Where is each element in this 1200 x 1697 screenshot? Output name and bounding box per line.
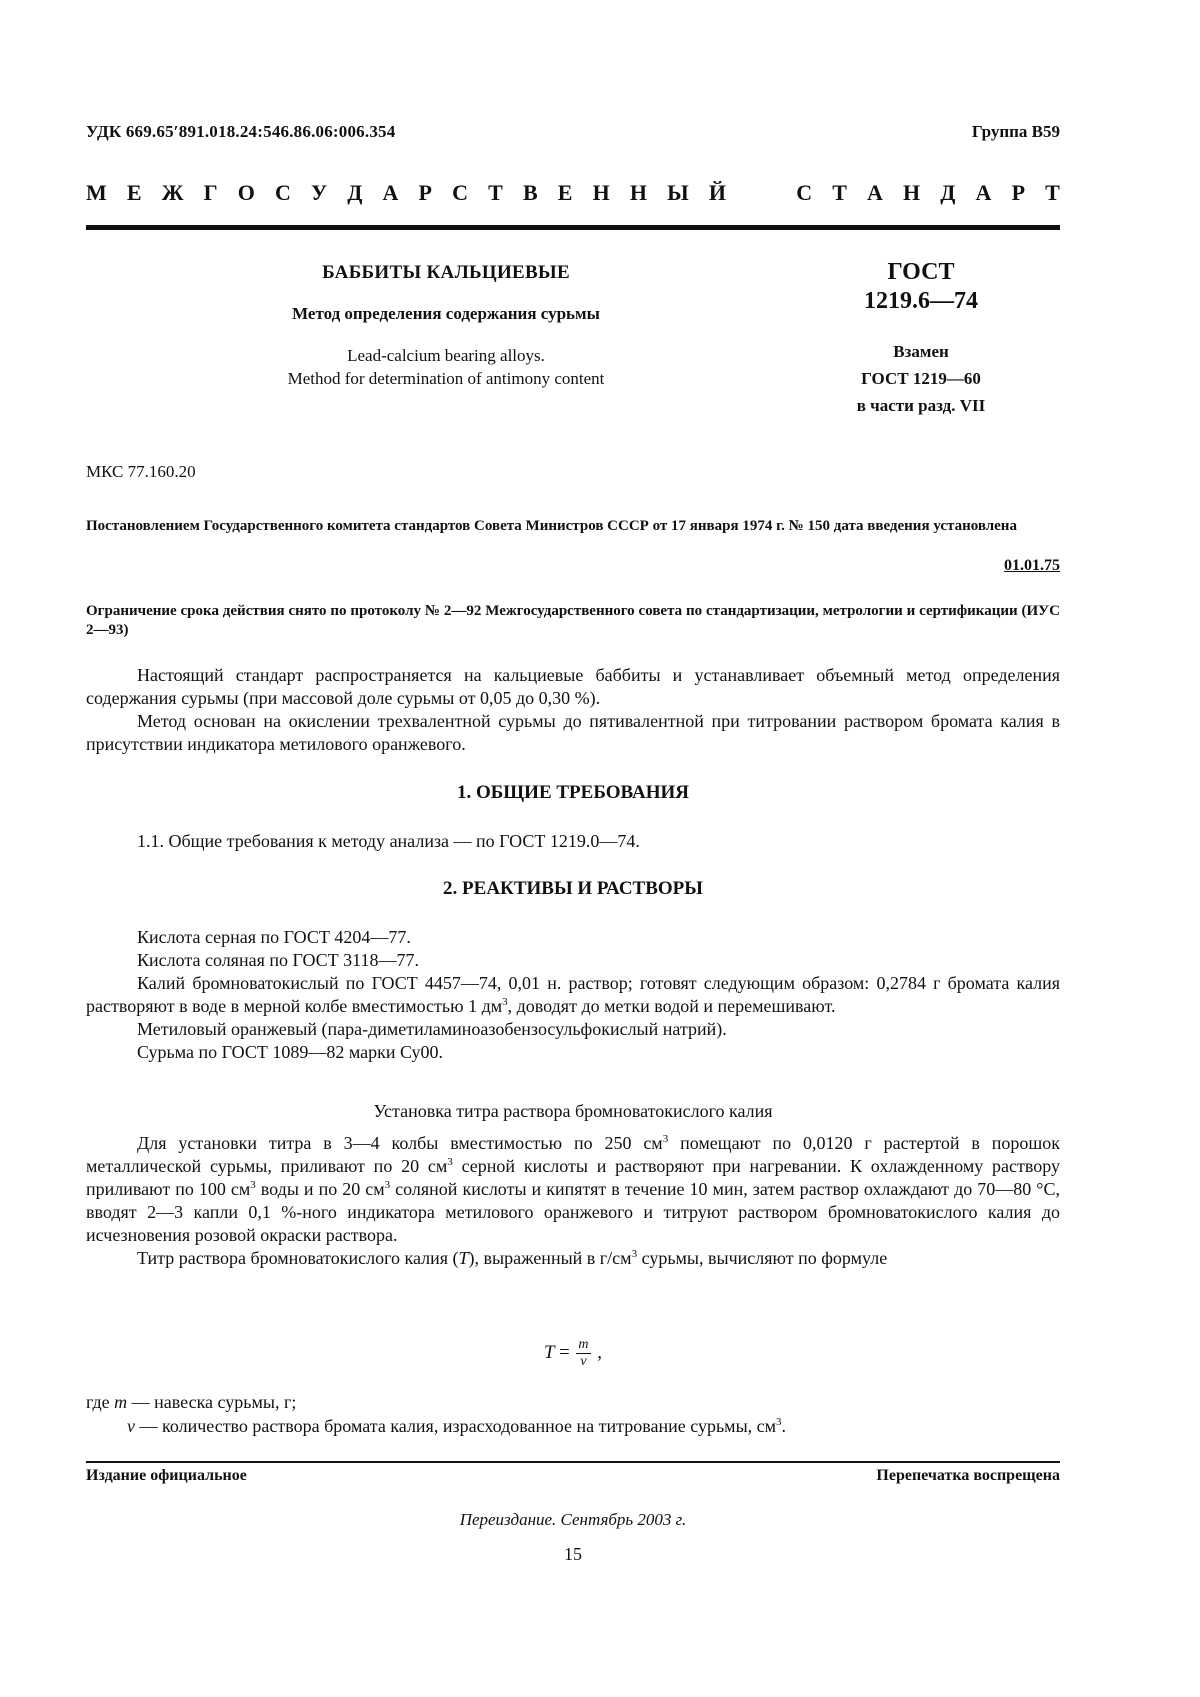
- document-title: БАББИТЫ КАЛЬЦИЕВЫЕ: [322, 262, 570, 283]
- intro-text: [86, 664, 1060, 756]
- legend-symbol: m: [114, 1392, 128, 1412]
- footer-divider: [86, 1461, 1060, 1463]
- text-run: Для установки титра в 3—4 колбы вместимостью по 250 см: [137, 1133, 663, 1153]
- paragraph: Настоящий стандарт распространяется на кальциевые баббиты и устанавливает объемный метод определения содержания сурьмы (при массовой доле сурьмы от 0,05 до 0,30 %).: [86, 665, 1060, 708]
- legend-line: [86, 1414, 1060, 1438]
- group-code: Группа В59: [971, 122, 1060, 141]
- heading-letter: М: [86, 180, 107, 205]
- legend-desc: — количество раствора бромата калия, израсходованное на титрование сурьмы, см: [135, 1416, 777, 1436]
- superscript: 3: [250, 1179, 256, 1191]
- heading-letter: С: [796, 180, 813, 205]
- section-1-text: [86, 830, 1060, 853]
- text-run: Калий бромноватокислый по ГОСТ 4457—74, 0,01 н. раствор; готовят следующим образом: 0,2784 г бромата калия растворяют в воде в мерной колбе вместимостью 1 дм: [86, 973, 1060, 1016]
- legend-desc: — навеска сурьмы, г;: [127, 1392, 297, 1412]
- reprint-prohibited: Перепечатка воспрещена: [876, 1467, 1060, 1484]
- formula-lhs: T: [543, 1341, 555, 1363]
- replaces-label: Взамен: [893, 342, 949, 361]
- heading-letter: Р: [418, 180, 432, 205]
- header-divider: [86, 225, 1060, 230]
- text-run: серной кислоты и растворяют при нагревании. К охлажденному раствору приливают по 100 см: [86, 1156, 1060, 1199]
- titer-formula: [86, 1337, 1060, 1370]
- paragraph: Сурьма по ГОСТ 1089—82 марки Су00.: [137, 1042, 444, 1062]
- paragraph: Кислота серная по ГОСТ 4204—77.: [137, 927, 411, 947]
- text-run: , доводят до метки водой и перемешивают.: [507, 996, 836, 1016]
- titer-subheading: Установка титра раствора бромноватокислого калия: [373, 1101, 773, 1121]
- superscript: 3: [384, 1179, 391, 1191]
- decree-text: Постановлением Государственного комитета стандартов Совета Министров СССР от 17 января 1974 г. № 150 дата введения установлена: [86, 518, 1017, 534]
- legend-line: [86, 1390, 1060, 1414]
- english-title-line: Lead-calcium bearing alloys.: [347, 346, 545, 365]
- text-run: воды и по 20 см: [255, 1179, 385, 1199]
- limitation-text: Ограничение срока действия снято по протоколу № 2—92 Межгосударственного совета по стандартизации, метрологии и сертификации (ИУС 2—93): [86, 603, 1060, 638]
- text-run: помещают по 0,0120 г растертой в порошок металлической сурьмы, приливают по 20 см: [86, 1133, 1060, 1176]
- paragraph: [86, 1132, 1060, 1247]
- title-block: [86, 262, 806, 390]
- superscript: 3: [502, 996, 508, 1008]
- heading-letter: Д: [940, 180, 956, 205]
- document-page: [86, 0, 1060, 1697]
- official-edition: Издание официальное: [86, 1467, 247, 1484]
- superscript: 3: [631, 1248, 638, 1260]
- symbol: T: [458, 1248, 469, 1268]
- heading-letter: У: [310, 180, 328, 205]
- text-run: сурьмы, вычисляют по формуле: [637, 1248, 888, 1268]
- heading-letter: Н: [903, 180, 921, 205]
- heading-letter: Т: [832, 180, 847, 205]
- section-2-heading: 2. РЕАКТИВЫ И РАСТВОРЫ: [443, 878, 703, 899]
- formula-tail: ,: [597, 1341, 603, 1363]
- heading-gap: [746, 180, 776, 206]
- gost-number: 1219.6—74: [864, 288, 978, 314]
- gost-designation: [826, 258, 1016, 419]
- heading-letter: Н: [592, 180, 610, 205]
- date-introduced: 01.01.75: [1004, 557, 1060, 574]
- formula-denominator: v: [580, 1354, 587, 1369]
- superscript: 3: [776, 1416, 782, 1428]
- heading-letter: Ж: [161, 180, 184, 205]
- paragraph: [86, 1247, 1060, 1270]
- titer-text: [86, 1132, 1060, 1270]
- formula-numerator: m: [578, 1337, 589, 1352]
- interstate-standard-heading: [86, 180, 1060, 206]
- text-run: соляной кислоты и кипятят в течение 10 мин, затем раствор охлаждают до 70—80 °С, вводят 2—3 капли 0,1 %-ного индикатора метилового оранжевого и титруют раствором бромноватокислого калия до исчезновения розовой окраски раствора.: [86, 1179, 1060, 1245]
- heading-letter: А: [867, 180, 883, 205]
- english-title: [86, 344, 806, 390]
- heading-letter: В: [522, 180, 538, 205]
- superscript: 3: [447, 1156, 453, 1168]
- document-subtitle: Метод определения содержания сурьмы: [292, 304, 600, 323]
- section-2-text: [86, 926, 1060, 1064]
- section-1-heading: 1. ОБЩИЕ ТРЕБОВАНИЯ: [456, 782, 690, 803]
- english-title-line: Method for determination of antimony content: [287, 369, 605, 388]
- text-run: ), выраженный в г/см: [468, 1248, 632, 1268]
- udk-code: УДК 669.65′891.018.24:546.86.06:006.354: [86, 122, 396, 141]
- heading-letter: Й: [708, 180, 726, 205]
- heading-letter: Т: [488, 180, 503, 205]
- heading-letter: А: [382, 180, 399, 205]
- superscript: 3: [662, 1133, 669, 1145]
- heading-letter: Т: [1045, 180, 1060, 205]
- formula-fraction: [576, 1337, 590, 1370]
- gost-label: ГОСТ: [887, 259, 955, 285]
- heading-letter: С: [274, 180, 291, 205]
- legend-symbol: v: [127, 1416, 135, 1436]
- text-run: Титр раствора бромноватокислого калия (: [137, 1248, 459, 1268]
- heading-letter: Р: [1011, 180, 1026, 205]
- formula-legend: [86, 1390, 1060, 1438]
- replaces-gost: ГОСТ 1219—60: [861, 369, 981, 388]
- heading-letter: Е: [126, 180, 142, 205]
- heading-letter: С: [452, 180, 469, 205]
- heading-letter: Н: [629, 180, 647, 205]
- reissue-note: Переиздание. Сентябрь 2003 г.: [459, 1510, 687, 1529]
- paragraph: 1.1. Общие требования к методу анализа — по ГОСТ 1219.0—74.: [137, 831, 640, 851]
- legend-where: где: [86, 1392, 110, 1412]
- heading-letter: Ы: [667, 180, 689, 205]
- paragraph: Метод основан на окислении трехвалентной сурьмы до пятивалентной при титровании раствором бромата калия в присутствии индикатора метилового оранжевого.: [86, 711, 1060, 754]
- mks-code: МКС 77.160.20: [86, 462, 196, 481]
- paragraph: Метиловый оранжевый (пара-диметиламиноазобензосульфокислый натрий).: [137, 1019, 727, 1039]
- replaces-part: в части разд. VII: [856, 396, 986, 415]
- heading-letter: Д: [347, 180, 363, 205]
- heading-letter: Е: [557, 180, 573, 205]
- legend-end: .: [781, 1416, 787, 1436]
- formula-equals: =: [558, 1341, 570, 1363]
- paragraph: [86, 972, 1060, 1018]
- page-number: 15: [564, 1544, 582, 1564]
- paragraph: Кислота соляная по ГОСТ 3118—77.: [137, 950, 420, 970]
- heading-letter: А: [975, 180, 992, 205]
- heading-letter: Г: [203, 180, 218, 205]
- heading-letter: О: [237, 180, 255, 205]
